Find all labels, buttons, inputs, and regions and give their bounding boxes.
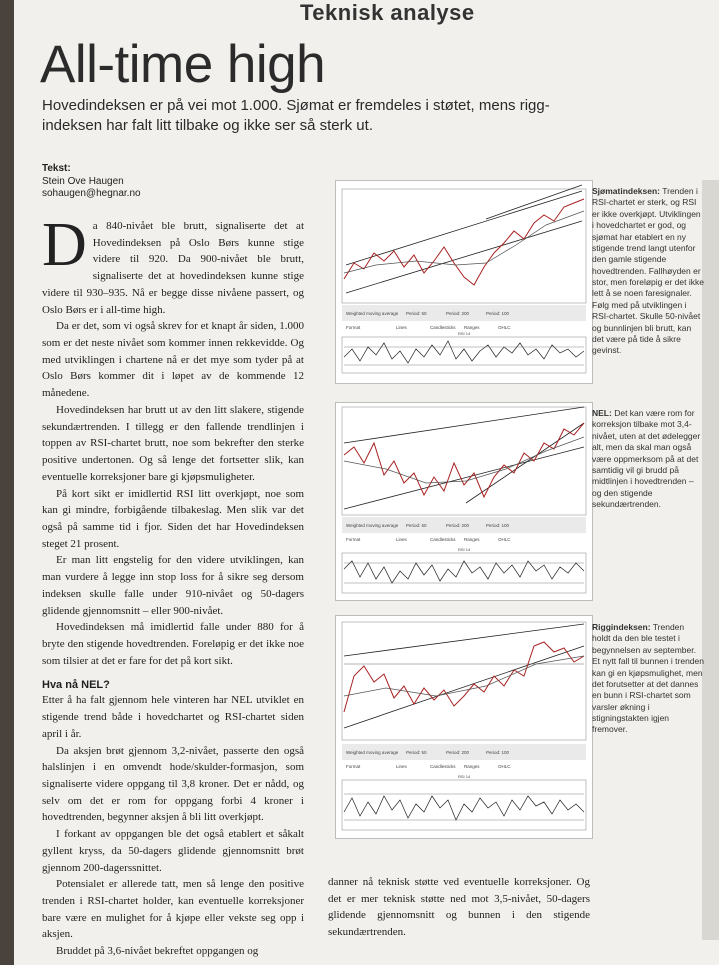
byline-author: Stein Ove Haugen	[42, 175, 124, 187]
rig-chart	[335, 615, 593, 839]
next-page-edge	[702, 180, 719, 940]
format-option: Lines	[396, 325, 407, 330]
paragraph: Etter å ha falt gjennom hele vinteren har NEL utviklet en stigende trend både i hovedchartet og RSI-chartet siden april i år.	[42, 694, 304, 740]
svg-text:Weighted moving average: Weighted moving average	[346, 750, 399, 755]
svg-text:Format: Format	[346, 764, 361, 769]
rig-chart-graphic	[336, 616, 592, 838]
article-title: All-time high	[40, 35, 326, 94]
format-option: Ranges	[464, 764, 480, 769]
seafood-caption: Sjømatindeksen: Trenden i RSI-chartet er sterk, og RSI er ikke overkjøpt. Utviklingen i hovedchartet er god, og sjømat har etablert en ny stigende trend langt utenfor den gamle stigende hovedtrenden. Fallhøyden er stor, men foreløpig er det ikke lett å se noen faresignaler. Følg med på utviklingen i RSI-chartet. Skulle 50-nivået og bunnlinjen bli brutt, kan det være på tide å sikre gevinst.	[592, 186, 704, 356]
format-option: OHLC	[498, 325, 511, 330]
byline	[42, 163, 141, 201]
body-column-2	[328, 874, 590, 941]
svg-text:Format: Format	[346, 537, 361, 542]
byline-email: sohaugen@hegnar.no	[42, 188, 141, 199]
svg-text:Period: 50: Period: 50	[406, 311, 427, 316]
svg-text:RSI 14: RSI 14	[458, 547, 471, 552]
svg-text:Period: 200: Period: 200	[446, 311, 470, 316]
svg-text:Period: 200: Period: 200	[446, 523, 470, 528]
seafood-chart-graphic	[336, 181, 592, 383]
format-option: Candlesticks	[430, 764, 456, 769]
body-column-1	[42, 211, 304, 960]
section-label: Teknisk analyse	[300, 0, 475, 25]
format-option: OHLC	[498, 764, 511, 769]
paragraph: I forkant av oppgangen ble det også etablert et såkalt gyllent kryss, da 50-dagers glidende gjennomsnitt brøt gjennom 200-dagerssnittet.	[42, 828, 304, 874]
paragraph: Da er det, som vi også skrev for et knapt år siden, 1.000 som er det neste nivået som kommer innen rekkevidde. Og med utviklingen i chartene nå er det mye som tyder på at Oslo Børs kommer dit i løpet av de kommende 12 månedene.	[42, 320, 304, 400]
page-shadow	[0, 0, 14, 965]
paragraph: Er man litt engstelig for den videre utviklingen, kan man vurdere å legge inn stop loss for å sikre seg dersom indeksen skulle falle under 910-nivået og 50-dagers glidende gjennomsnitt – eller 900-nivået.	[42, 554, 304, 617]
format-option: Lines	[396, 764, 407, 769]
svg-text:Weighted moving average: Weighted moving average	[346, 523, 399, 528]
format-option: Candlesticks	[430, 325, 456, 330]
paragraph: På kort sikt er imidlertid RSI litt overkjøpt, noe som kan gi mindre, forbigående tilbakeslag. Men slik var det også på samme tid i fjor. Siden det har Hovedindeksen steget 21 prosent.	[42, 487, 304, 550]
svg-text:RSI 14: RSI 14	[458, 774, 471, 779]
format-option: OHLC	[498, 537, 511, 542]
paragraph: Da aksjen brøt gjennom 3,2-nivået, passerte den også halslinjen i en omvendt hode/skulder-formasjon, som signaliserte videre oppgang til 3,8 kroner. Det er nådd, og selv om det er rom for oppgang forbi 4 kroner i hovedtrenden, begynner aksjen å bli litt overkjøpt.	[42, 744, 304, 824]
nel-chart-graphic	[336, 403, 592, 600]
paragraph: Da 840-nivået ble brutt, signaliserte det at Hovedindeksen på Oslo Børs kunne stige videre til 920. Da 900-nivået ble brutt, signaliserte det at hovedindeksen kunne stige videre til 930–935. Nå er begge disse nivåene passert, og Oslo Børs er i all-time high.	[42, 211, 304, 316]
paragraph: Hovedindeksen har brutt ut av den litt slakere, stigende sekundærtrenden. I tillegg er den fallende trendlinjen i toppen av RSI-chartet brutt, noe som bekrefter den sterke positive undertonen. Og så lenge det fortsetter slik, kan eventuelle korreksjoner bare gi kjøpsmuligheter.	[42, 403, 304, 483]
svg-text:Format: Format	[346, 325, 361, 330]
format-option: Candlesticks	[430, 537, 456, 542]
nel-caption: NEL: Det kan være rom for korreksjon tilbake mot 3,4-nivået, uten at det ødelegger alt, men da skal man også være oppmerksom på at det samtidig vil gi brudd på midtlinjen i hovedtrenden – og den stigende sekundærtrenden.	[592, 408, 701, 509]
svg-text:Period: 50: Period: 50	[406, 750, 427, 755]
byline-label: Tekst:	[42, 163, 71, 174]
paragraph: Potensialet er allerede tatt, men så lenge den positive trenden i RSI-chartet holder, kan eventuelle korreksjoner bare være en mulighet for å kjøpe eller vekste seg opp i aksjen.	[42, 878, 304, 941]
format-option: Ranges	[464, 325, 480, 330]
rig-caption: Riggindeksen: Trenden holdt da den ble testet i begynnelsen av september. Et nytt fall til bunnen i trenden kan gi en kjøpsmulighet, men det forutsetter at det dannes en bunn i RSI-chartet som varsler økning i stigningstakten igjen fremover.	[592, 622, 704, 735]
article-lead: Hovedindeksen er på vei mot 1.000. Sjømat er fremdeles i støtet, mens rigg-indeksen har falt litt tilbake og ikke ser så sterk ut.	[42, 97, 550, 134]
svg-text:Period: 100: Period: 100	[486, 311, 510, 316]
svg-text:Period: 100: Period: 100	[486, 523, 510, 528]
svg-text:RSI 14: RSI 14	[458, 331, 471, 336]
nel-chart	[335, 402, 593, 601]
seafood-chart	[335, 180, 593, 384]
paragraph: Hovedindeksen må imidlertid falle under 880 for å bryte den stigende hovedtrenden. Foreløpig er det ikke noe som tilsier at det er fare for det på kort sikt.	[42, 621, 304, 667]
svg-text:Period: 200: Period: 200	[446, 750, 470, 755]
subheading: Hva nå NEL?	[42, 679, 110, 692]
legend-text: Weighted moving average	[346, 311, 399, 316]
format-option: Ranges	[464, 537, 480, 542]
drop-cap: D	[42, 211, 87, 279]
paragraph: Bruddet på 3,6-nivået bekreftet oppgangen og	[56, 945, 259, 958]
paragraph: danner nå teknisk støtte ved eventuelle korreksjoner. Og det er mer teknisk støtte ned mot 3,5-nivået, 50-dagers glidende gjennomsnitt og bunnen i den stigende sekundærtrenden.	[328, 876, 590, 939]
format-option: Lines	[396, 537, 407, 542]
svg-text:Period: 50: Period: 50	[406, 523, 427, 528]
svg-text:Period: 100: Period: 100	[486, 750, 510, 755]
